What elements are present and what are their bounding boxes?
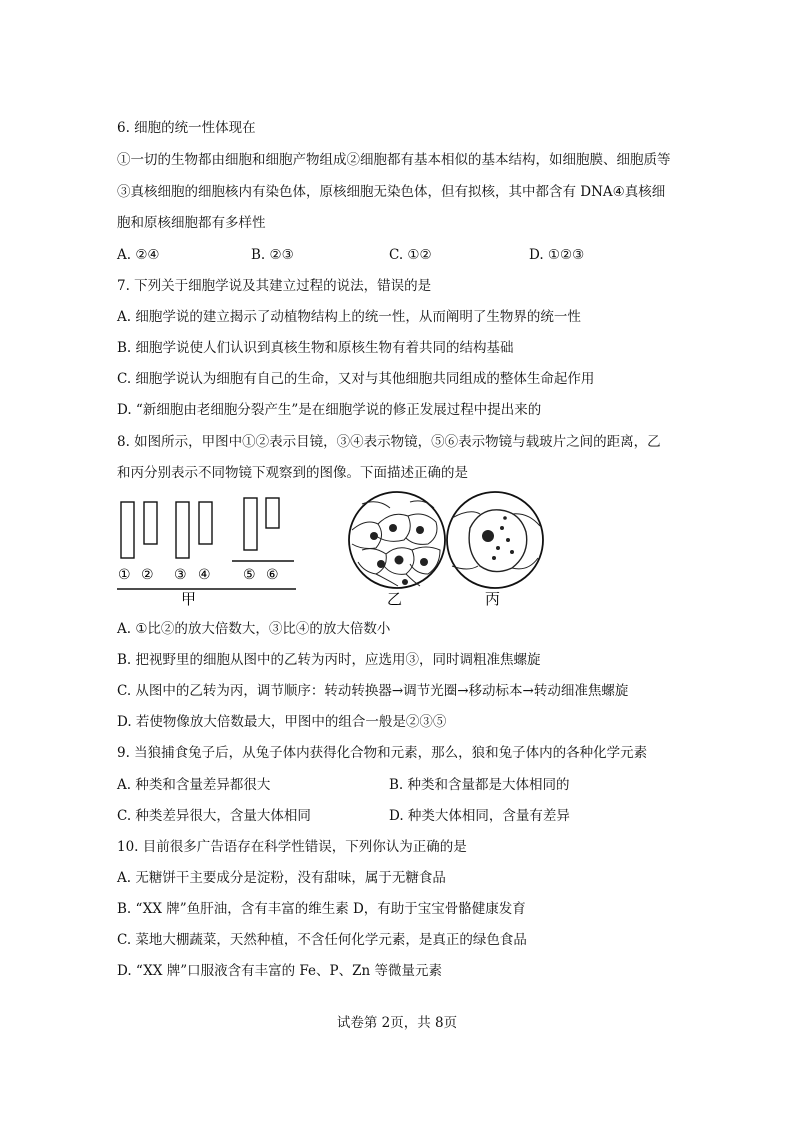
label-jia: 甲 [181,590,197,608]
objective-4 [199,502,212,544]
q9-stem: 9. 当狼捕食兔子后，从兔子体内获得化合物和元素，那么，狼和兔子体内的各种化学元素 [117,745,648,761]
figure-yi [349,492,445,588]
q10-option-d: D. “XX 牌”口服液含有丰富的 Fe、P、Zn 等微量元素 [117,963,442,979]
q7-option-c: C. 细胞学说认为细胞有自己的生命，又对与其他细胞共同组成的整体生命起作用 [117,371,595,387]
label-bing: 丙 [485,590,501,608]
eyepiece-1 [121,502,134,558]
q7-option-b: B. 细胞学说使人们认识到真核生物和原核生物有着共同的结构基础 [117,340,514,356]
q9-option-b: B. 种类和含量都是大体相同的 [389,777,570,793]
q6-statement-line1: ①一切的生物都由细胞和细胞产物组成②细胞都有基本相似的基本结构，如细胞膜、细胞质等 [117,152,671,168]
q7-option-d: D. “新细胞由老细胞分裂产生”是在细胞学说的修正发展过程中提出来的 [117,402,542,418]
label-1: ① [118,567,131,583]
q8-option-d: D. 若使物像放大倍数最大，甲图中的组合一般是②③⑤ [117,714,447,730]
q10-option-c: C. 菜地大棚蔬菜，天然种植，不含任何化学元素，是真正的绿色食品 [117,932,527,948]
distance-6 [266,498,279,528]
objective-3 [176,502,189,558]
page-footer: 试卷第 2页，共 8页 [336,1015,458,1031]
q6-option-d: D. ①②③ [529,247,585,263]
q9-option-c: C. 种类差异很大，含量大体相同 [117,808,311,824]
q10-option-a: A. 无糖饼干主要成分是淀粉，没有甜味，属于无糖食品 [117,870,446,886]
q8-option-c: C. 从图中的乙转为丙，调节顺序：转动转换器→调节光圈→移动标本→转动细准焦螺旋 [117,683,629,699]
q6-statement-line2: ③真核细胞的细胞核内有染色体，原核细胞无染色体，但有拟核，其中都含有 DNA④真核细 [117,184,666,200]
q8-figure [0,488,794,618]
q8-stem-line2: 和丙分别表示不同物镜下观察到的图像。下面描述正确的是 [117,465,468,481]
figure-bing [447,492,543,588]
label-4: ④ [198,567,211,583]
q7-stem: 7. 下列关于细胞学说及其建立过程的说法，错误的是 [117,278,432,294]
label-6: ⑥ [266,567,279,583]
distance-5 [244,498,257,550]
q10-option-b: B. “XX 牌”鱼肝油，含有丰富的维生素 D，有助于宝宝骨骼健康发育 [117,901,526,917]
q9-option-a: A. 种类和含量差异都很大 [117,777,271,793]
q8-stem-line1: 8. 如图所示，甲图中①②表示目镜，③④表示物镜，⑤⑥表示物镜与载玻片之间的距离，乙 [117,434,661,450]
q8-option-b: B. 把视野里的细胞从图中的乙转为丙时，应选用③，同时调粗准焦螺旋 [117,652,541,668]
label-2: ② [141,567,154,583]
q6-option-b: B. ②③ [251,247,294,263]
q6-statement-line3: 胞和原核细胞都有多样性 [117,215,266,231]
label-3: ③ [174,567,187,583]
label-5: ⑤ [243,567,256,583]
eyepiece-2 [144,502,157,544]
q6-stem: 6. 细胞的统一性体现在 [117,120,256,136]
q10-stem: 10. 目前很多广告语存在科学性错误，下列你认为正确的是 [117,839,467,855]
q6-option-a: A. ②④ [117,247,160,263]
q8-option-a: A. ①比②的放大倍数大，③比④的放大倍数小 [117,621,391,637]
q6-option-c: C. ①② [389,247,432,263]
q9-option-d: D. 种类大体相同，含量有差异 [389,808,570,824]
q7-option-a: A. 细胞学说的建立揭示了动植物结构上的统一性，从而阐明了生物界的统一性 [117,309,581,325]
label-yi: 乙 [387,590,403,608]
